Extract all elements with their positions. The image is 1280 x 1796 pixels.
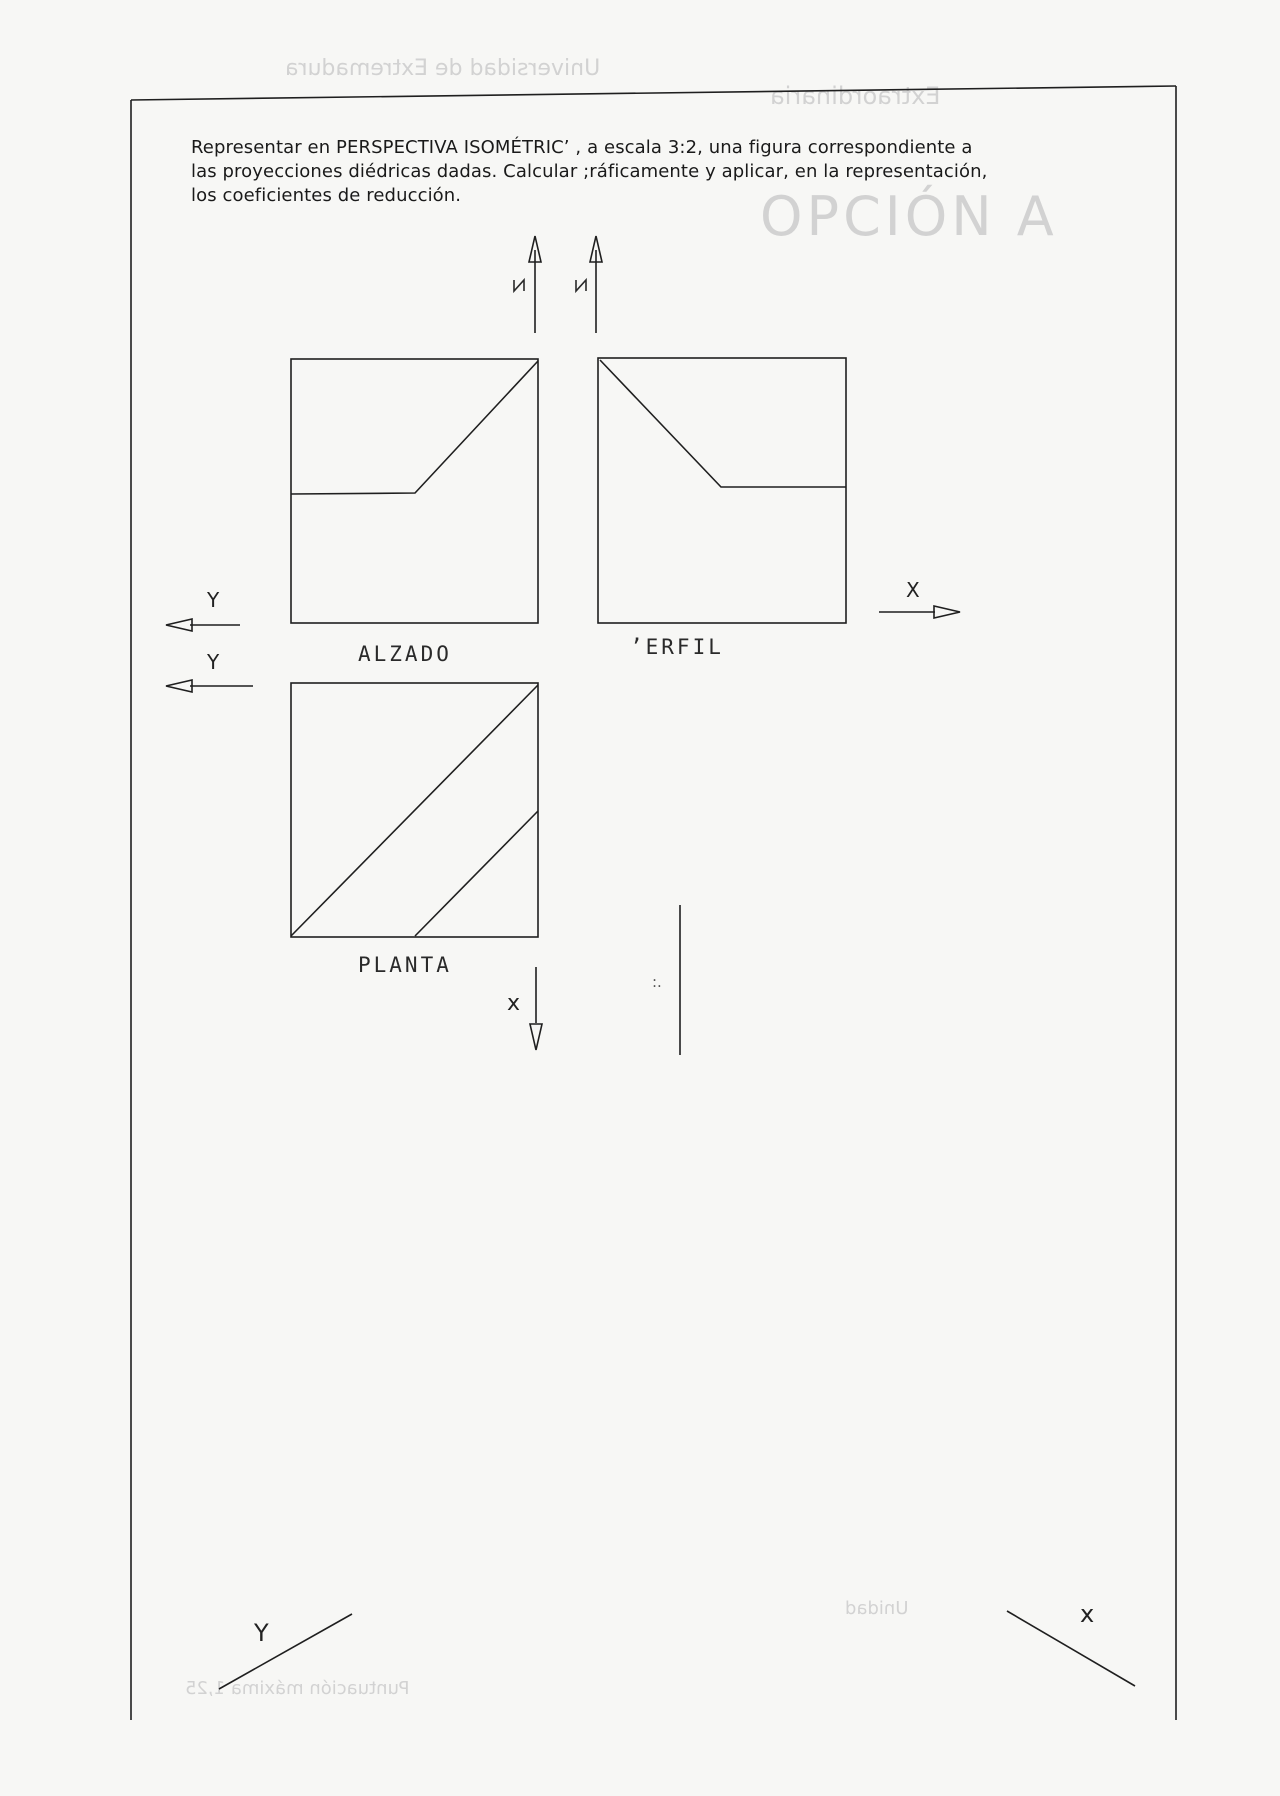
z-letter-right: [576, 280, 586, 291]
iso-x-axis: [1007, 1611, 1135, 1686]
axis-label-x-down: x: [507, 991, 521, 1016]
perfil-profile: [600, 360, 846, 487]
label-planta: PLANTA: [358, 953, 452, 977]
axis-label-y-bottom: Y: [207, 650, 220, 674]
border-top: [131, 86, 1176, 100]
planta-second-edge: [415, 811, 538, 936]
iso-y-axis: [219, 1614, 352, 1689]
label-perfil: ’ERFIL: [630, 635, 724, 659]
label-alzado: ALZADO: [358, 642, 452, 666]
axis-label-x-right: X: [906, 578, 920, 602]
exercise-statement: [191, 136, 1131, 208]
x-arrow-right: [934, 606, 960, 618]
ghost-puntuacion: Puntuación máxima 1,25: [185, 1678, 410, 1699]
statement-line-3: los coeficientes de reducción.: [191, 185, 462, 206]
planta-diagonal: [291, 685, 538, 936]
y-arrow-top: [166, 619, 192, 631]
statement-line-1: Representar en PERSPECTIVA ISOMÉTRIC’ , a escala 3:2, una figura correspondiente a: [191, 137, 973, 158]
x-arrow-down: [530, 1024, 542, 1050]
ghost-subheader: Extraordinaria: [770, 82, 941, 110]
axis-label-y-top: Y: [207, 588, 220, 612]
iso-label-x: x: [1080, 1600, 1095, 1628]
tiny-mark: :.: [652, 973, 662, 991]
ghost-header: Universidad de Extremadura: [285, 56, 601, 81]
alzado-profile: [291, 361, 538, 494]
iso-label-y: Y: [254, 1619, 269, 1647]
z-letter-left: [514, 280, 524, 291]
statement-line-2: las proyecciones diédricas dadas. Calcular ;ráficamente y aplicar, en la representación,: [191, 161, 988, 182]
y-arrow-bottom: [166, 680, 192, 692]
ghost-opcion: OPCIÓN A: [760, 185, 1058, 248]
alzado-frame: [291, 359, 538, 623]
ghost-unidad: Unidad: [845, 1598, 909, 1619]
